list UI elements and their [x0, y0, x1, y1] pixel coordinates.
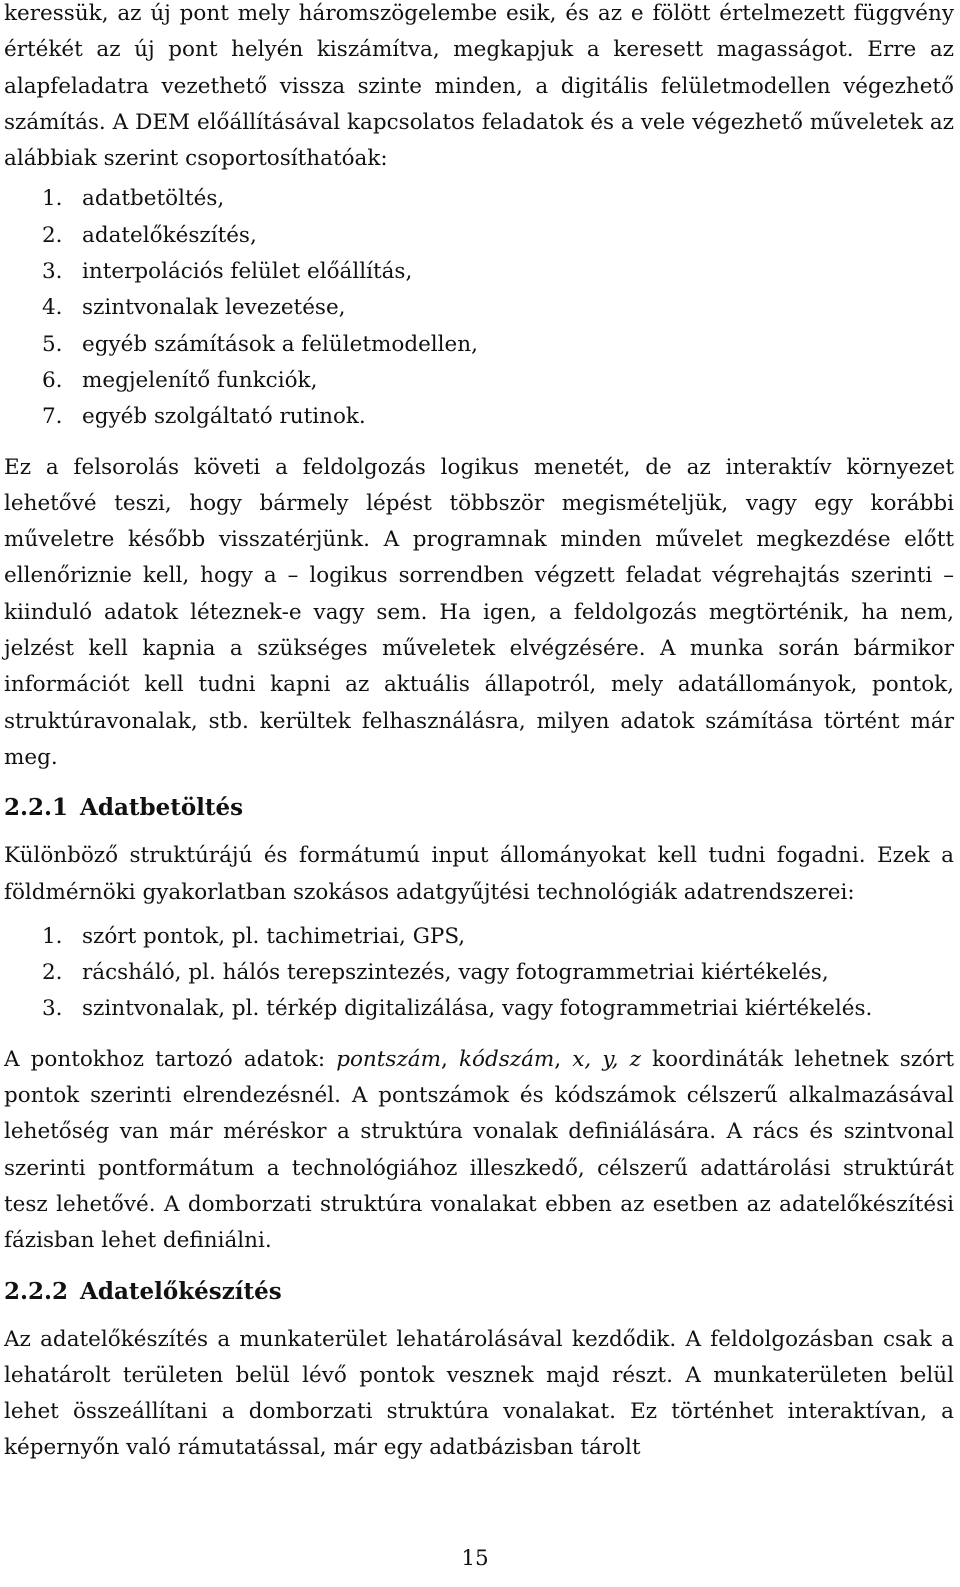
list-item: 7. egyéb szolgáltató rutinok. [42, 404, 366, 430]
list-item: 3. szintvonalak, pl. térkép digitalizálása, vagy fotogrammetriai kiértékelés. [42, 996, 873, 1022]
list-item: 4. szintvonalak levezetése, [42, 295, 346, 321]
math-pontszam: pontszám [336, 1046, 441, 1072]
section-title: Adatelőkészítés [80, 1277, 282, 1305]
math-kodszam: kódszám [458, 1046, 555, 1072]
section-heading-adatelokeszites [4, 1274, 954, 1310]
list-item: 2. adatelőkészítés, [42, 222, 257, 248]
paragraph-data-prep: Az adatelőkészítés a munkaterület lehatárolásával kezdődik. A feldolgozásban csak a lehatárolt területen belül lévő pontok vesznek majd részt. A munkaterületen belül lehet összeállítani a domborzati struktúra vonalakat. Ez történhet interaktívan, a képernyőn való rámutatással, már egy adatbázisban tárolt [4, 1326, 954, 1461]
paragraph-intro: keressük, az új pont mely háromszögelembe esik, és az e fölött értelmezett függvény értékét az új pont helyén kiszámítva, megkapjuk a keresett magasságot. Erre az alapfeladatra vezethető vissza szinte minden, a digitális felületmodellen végezhető számítás. A DEM előállításával kapcsolatos feladatok és a vele végezhető műveletek az alábbiak szerint csoportosíthatóak: [4, 1, 954, 172]
page-number: 15 [461, 1546, 489, 1571]
section-number: 2.2.2 [4, 1277, 69, 1305]
list-item: 1. szórt pontok, pl. tachimetriai, GPS, [42, 923, 466, 949]
list-item: 5. egyéb számítások a felületmodellen, [42, 331, 478, 357]
task-list [4, 181, 954, 435]
math-xyz: x, y, z [572, 1046, 641, 1072]
list-item: 6. megjelenítő funkciók, [42, 367, 318, 393]
data-systems-list [4, 919, 954, 1028]
list-item: 2. rácsháló, pl. hálós terepszintezés, vagy fotogrammetriai kiértékelés, [42, 960, 829, 986]
paragraph-workflow: Ez a felsorolás követi a feldolgozás logikus menetét, de az interaktív környezet lehetővé teszi, hogy bármely lépést többször megismételjük, vagy egy korábbi műveletre később visszatérjünk. A programnak minden művelet megkezdése előtt ellenőriznie kell, hogy a – logikus sorrendben végzett feladat végrehajtás szerinti – kiinduló adatok léteznek-e vagy sem. Ha igen, a feldolgozás megtörténik, ha nem, jelzést kell kapnia a szükséges műveletek elvégzésére. A munka során bármikor információt kell tudni kapni az aktuális állapotról, mely adatállományok, pontok, struktúravonalak, stb. kerültek felhasználásra, milyen adatok számítása történt már meg. [4, 454, 954, 770]
paragraph-input-formats: Különböző struktúrájú és formátumú input állományokat kell tudni fogadni. Ezek a földmérnöki gyakorlatban szokásos adatgyűjtési technológiák adatrendszerei: [4, 843, 954, 905]
section-title: Adatbetöltés [80, 794, 244, 822]
document-page [4, 0, 954, 1467]
paragraph-point-data: A pontokhoz tartozó adatok: pontszám, kódszám, x, y, z koordináták lehetnek szórt pontok szerinti elrendezésnél. A pontszámok és kódszámok célszerű alkalmazásával lehetőség van már méréskor a struktúra vonalak definiálására. A rács és szintvonal szerinti pontformátum a technológiához illeszkedő, célszerű adattárolási struktúrát tesz lehetővé. A domborzati struktúra vonalakat ebben az esetben az adatelőkészítési fázisban lehet definiálni. [4, 1046, 955, 1254]
list-item: 1. adatbetöltés, [42, 186, 225, 212]
section-heading-adatbetoltes [4, 790, 954, 826]
section-number: 2.2.1 [4, 794, 69, 822]
list-item: 3. interpolációs felület előállítás, [42, 259, 413, 285]
